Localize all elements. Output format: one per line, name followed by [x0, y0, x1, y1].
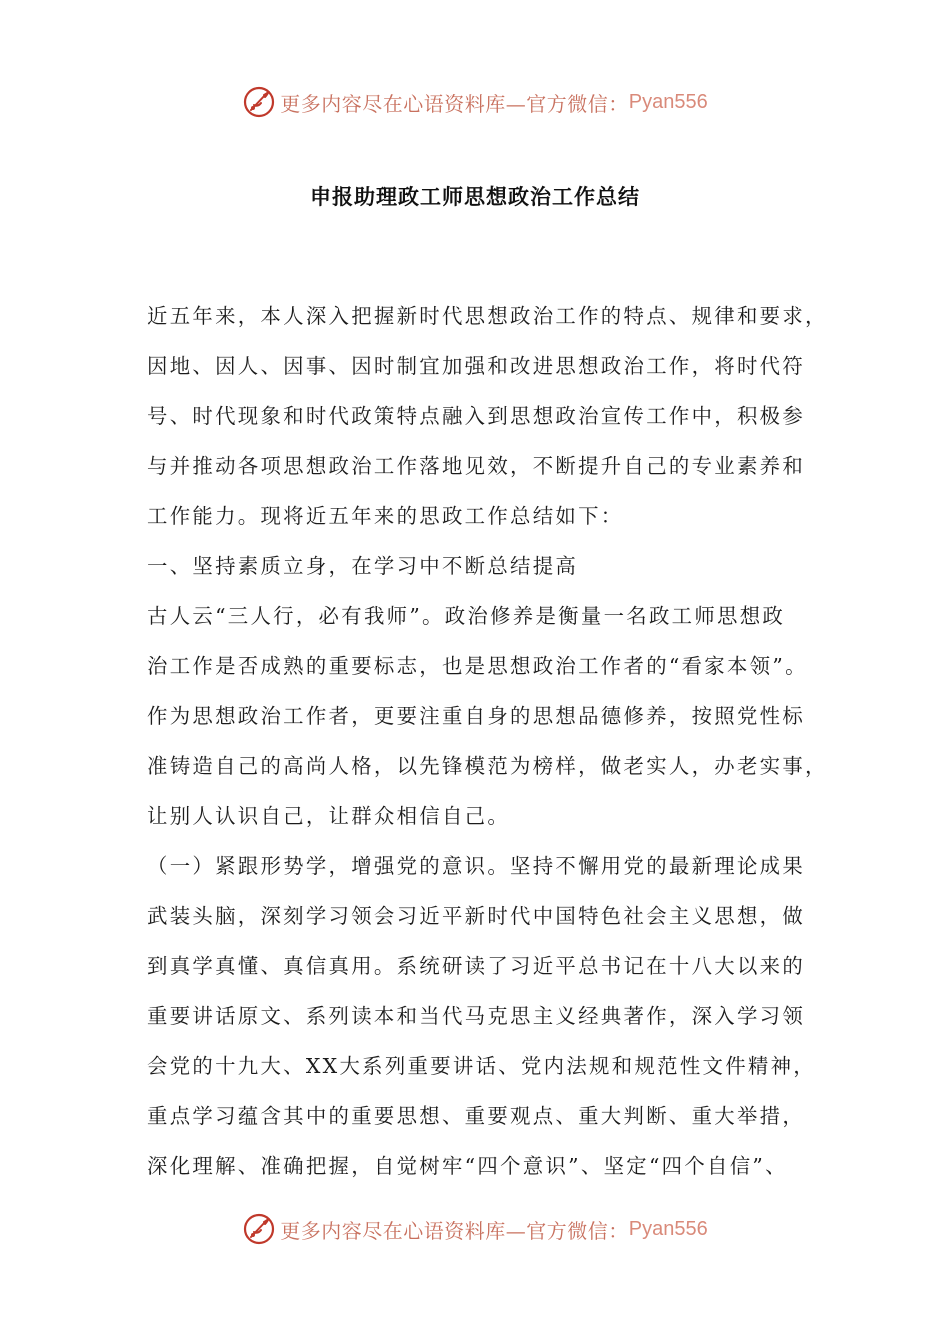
body-line: 重要讲话原文、系列读本和当代马克思主义经典著作，深入学习领	[147, 1004, 806, 1028]
body-line: 让别人认识自己，让群众相信自己。	[147, 804, 511, 828]
body-line: 作为思想政治工作者，更要注重自身的思想品德修养，按照党性标	[147, 704, 806, 728]
quill-logo-icon	[242, 1212, 276, 1246]
body-line: 深化理解、准确把握，自觉树牢“四个意识”、坚定“四个自信”、	[147, 1154, 788, 1178]
document-title: 申报助理政工师思想政治工作总结	[310, 185, 640, 209]
body-line: 准铸造自己的高尚人格，以先锋模范为榜样，做老实人，办老实事，	[147, 754, 828, 778]
wechat-id: Pyan556	[628, 1217, 708, 1240]
section-heading: 一、坚持素质立身，在学习中不断总结提高	[147, 554, 579, 578]
body-line: 治工作是否成熟的重要标志，也是思想政治工作者的“看家本领”。	[147, 654, 808, 678]
watermark-text: 更多内容尽在心语资料库—官方微信：	[280, 1218, 629, 1243]
body-line: （一）紧跟形势学，增强党的意识。坚持不懈用党的最新理论成果	[147, 854, 806, 878]
header-watermark-banner	[0, 82, 950, 122]
document-body	[147, 291, 827, 1191]
body-line: 因地、因人、因事、因时制宜加强和改进思想政治工作，将时代符	[147, 354, 806, 378]
body-line: 古人云“三人行，必有我师”。政治修养是衡量一名政工师思想政	[147, 604, 786, 628]
body-line: 到真学真懂、真信真用。系统研读了习近平总书记在十八大以来的	[147, 954, 806, 978]
body-line: 工作能力。现将近五年来的思政工作总结如下：	[147, 504, 624, 528]
footer-watermark-banner	[0, 1209, 950, 1249]
body-line: 号、时代现象和时代政策特点融入到思想政治宣传工作中，积极参	[147, 404, 806, 428]
body-line: 近五年来，本人深入把握新时代思想政治工作的特点、规律和要求，	[147, 304, 828, 328]
watermark-text: 更多内容尽在心语资料库—官方微信：	[280, 91, 629, 116]
quill-logo-icon	[242, 85, 276, 119]
body-line: 武装头脑，深刻学习领会习近平新时代中国特色社会主义思想，做	[147, 904, 806, 928]
body-line: 重点学习蕴含其中的重要思想、重要观点、重大判断、重大举措，	[147, 1104, 806, 1128]
body-line: 会党的十九大、XX大系列重要讲话、党内法规和规范性文件精神，	[147, 1054, 816, 1078]
wechat-id: Pyan556	[628, 90, 708, 113]
body-line: 与并推动各项思想政治工作落地见效，不断提升自己的专业素养和	[147, 454, 806, 478]
